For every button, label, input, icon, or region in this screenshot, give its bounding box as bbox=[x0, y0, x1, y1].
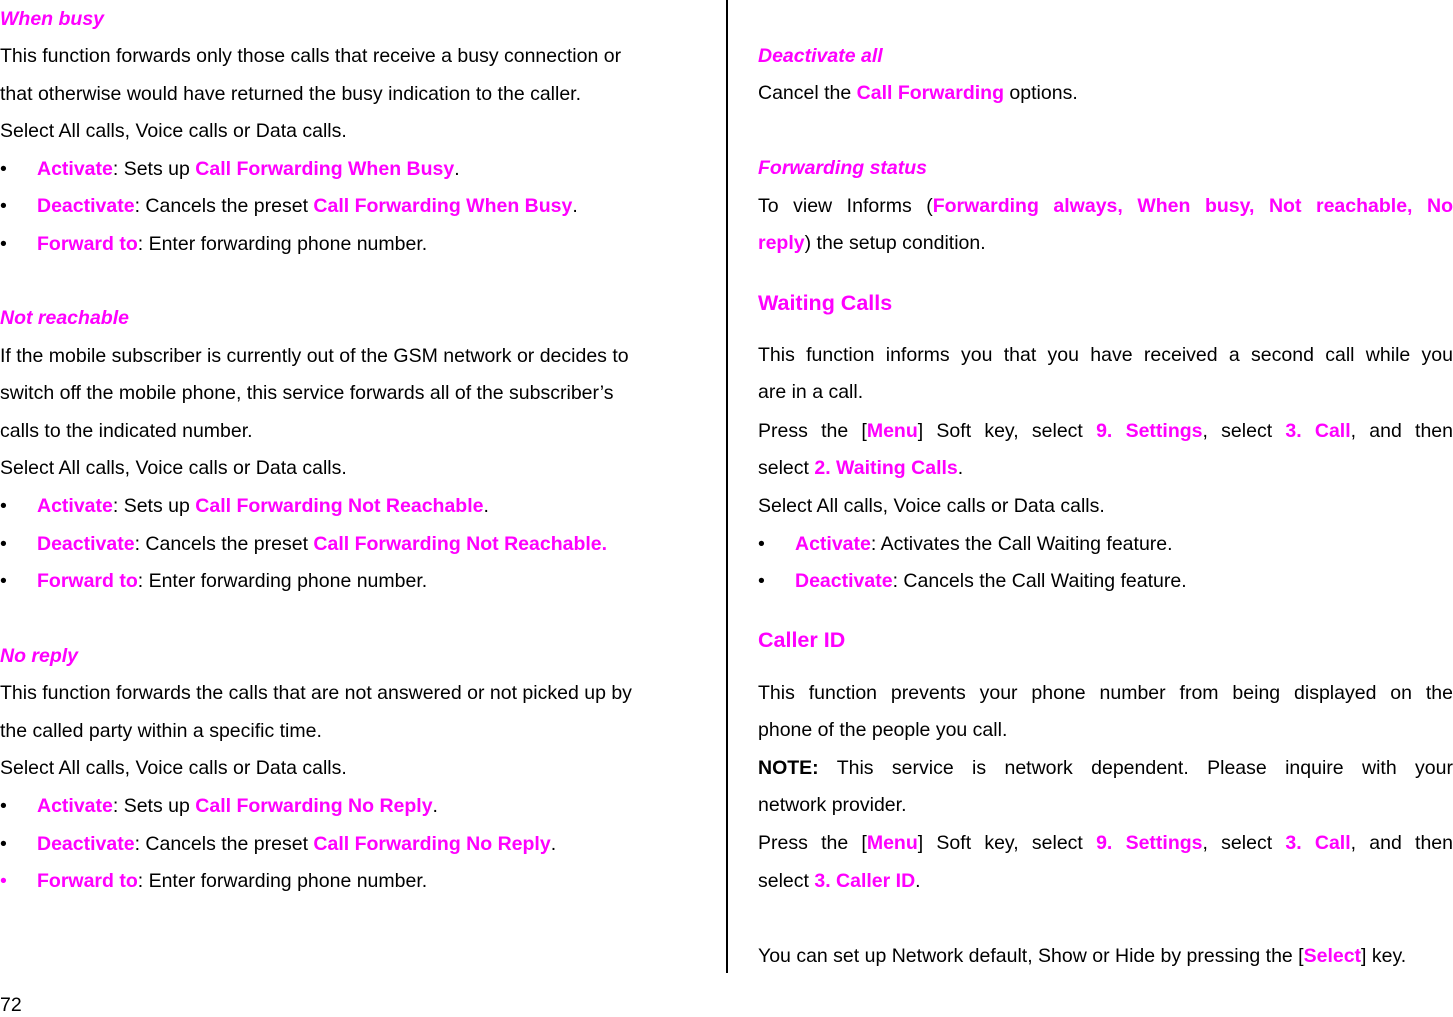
bullet-item-activate: • Activate: Activates the Call Waiting feature. bbox=[758, 533, 1173, 555]
page-number: 72 bbox=[0, 994, 22, 1016]
bullet-item-forward-to: • Forward to: Enter forwarding phone number. bbox=[0, 570, 428, 592]
bullet-item-activate: • Activate: Sets up Call Forwarding When Busy. bbox=[0, 158, 460, 180]
heading-waiting-calls: Waiting Calls bbox=[758, 291, 893, 315]
paragraph-line: Press the [Menu] Soft key, select 9. Settings, select 3. Call, and then bbox=[758, 832, 1453, 854]
paragraph-line: Select All calls, Voice calls or Data calls. bbox=[758, 495, 1105, 517]
bullet-icon: • bbox=[758, 533, 765, 555]
paragraph-line: If the mobile subscriber is currently out of the GSM network or decides to bbox=[0, 345, 629, 367]
heading-when-busy: When busy bbox=[0, 8, 105, 30]
bullet-icon: • bbox=[0, 195, 7, 217]
bullet-item-forward-to: • Forward to: Enter forwarding phone number. bbox=[0, 870, 428, 892]
paragraph-line: Select All calls, Voice calls or Data calls. bbox=[0, 457, 347, 479]
paragraph-line: You can set up Network default, Show or Hide by pressing the [Select] key. bbox=[758, 945, 1407, 967]
bullet-icon: • bbox=[0, 233, 7, 255]
column-divider bbox=[726, 0, 728, 973]
paragraph-line: This function forwards the calls that are not answered or not picked up by bbox=[0, 682, 632, 704]
heading-caller-id: Caller ID bbox=[758, 628, 846, 652]
bullet-icon: • bbox=[0, 833, 7, 855]
bullet-icon: • bbox=[0, 158, 7, 180]
bullet-item-deactivate: • Deactivate: Cancels the preset Call Forwarding No Reply. bbox=[0, 833, 557, 855]
bullet-item-activate: • Activate: Sets up Call Forwarding Not Reachable. bbox=[0, 495, 489, 517]
bullet-item-activate: • Activate: Sets up Call Forwarding No Reply. bbox=[0, 795, 438, 817]
paragraph-line: Select All calls, Voice calls or Data calls. bbox=[0, 757, 347, 779]
paragraph-line: calls to the indicated number. bbox=[0, 420, 253, 442]
paragraph-line: select 3. Caller ID. bbox=[758, 870, 921, 892]
bullet-icon: • bbox=[0, 570, 7, 592]
paragraph-line: phone of the people you call. bbox=[758, 719, 1008, 741]
bullet-icon: • bbox=[0, 795, 7, 817]
heading-no-reply: No reply bbox=[0, 645, 79, 667]
bullet-item-forward-to: • Forward to: Enter forwarding phone number. bbox=[0, 233, 428, 255]
paragraph-line: This function forwards only those calls that receive a busy connection or bbox=[0, 45, 622, 67]
heading-forwarding-status: Forwarding status bbox=[758, 157, 928, 179]
heading-not-reachable: Not reachable bbox=[0, 307, 129, 329]
note-line: NOTE: This service is network dependent. Please inquire with your bbox=[758, 757, 1453, 779]
paragraph-line: that otherwise would have returned the busy indication to the caller. bbox=[0, 83, 582, 105]
paragraph-line: the called party within a specific time. bbox=[0, 720, 322, 742]
paragraph-line: Cancel the Call Forwarding options. bbox=[758, 82, 1078, 104]
heading-deactivate-all: Deactivate all bbox=[758, 45, 883, 67]
paragraph-line: To view Informs (Forwarding always, When busy, Not reachable, No bbox=[758, 195, 1453, 217]
bullet-icon: • bbox=[0, 495, 7, 517]
paragraph-line: switch off the mobile phone, this service forwards all of the subscriber’s bbox=[0, 382, 614, 404]
paragraph-line: Select All calls, Voice calls or Data calls. bbox=[0, 120, 347, 142]
paragraph-line: Press the [Menu] Soft key, select 9. Settings, select 3. Call, and then bbox=[758, 420, 1453, 442]
paragraph-line: reply) the setup condition. bbox=[758, 232, 986, 254]
bullet-item-deactivate: • Deactivate: Cancels the preset Call Forwarding Not Reachable. bbox=[0, 533, 608, 555]
paragraph-line: network provider. bbox=[758, 794, 907, 816]
bullet-item-deactivate: • Deactivate: Cancels the Call Waiting feature. bbox=[758, 570, 1187, 592]
bullet-icon: • bbox=[0, 870, 7, 892]
paragraph-line: select 2. Waiting Calls. bbox=[758, 457, 964, 479]
bullet-item-deactivate: • Deactivate: Cancels the preset Call Forwarding When Busy. bbox=[0, 195, 578, 217]
paragraph-line: are in a call. bbox=[758, 381, 864, 403]
paragraph-line: This function prevents your phone number from being displayed on the bbox=[758, 682, 1453, 704]
bullet-icon: • bbox=[0, 533, 7, 555]
paragraph-line: This function informs you that you have received a second call while you bbox=[758, 344, 1453, 366]
bullet-icon: • bbox=[758, 570, 765, 592]
